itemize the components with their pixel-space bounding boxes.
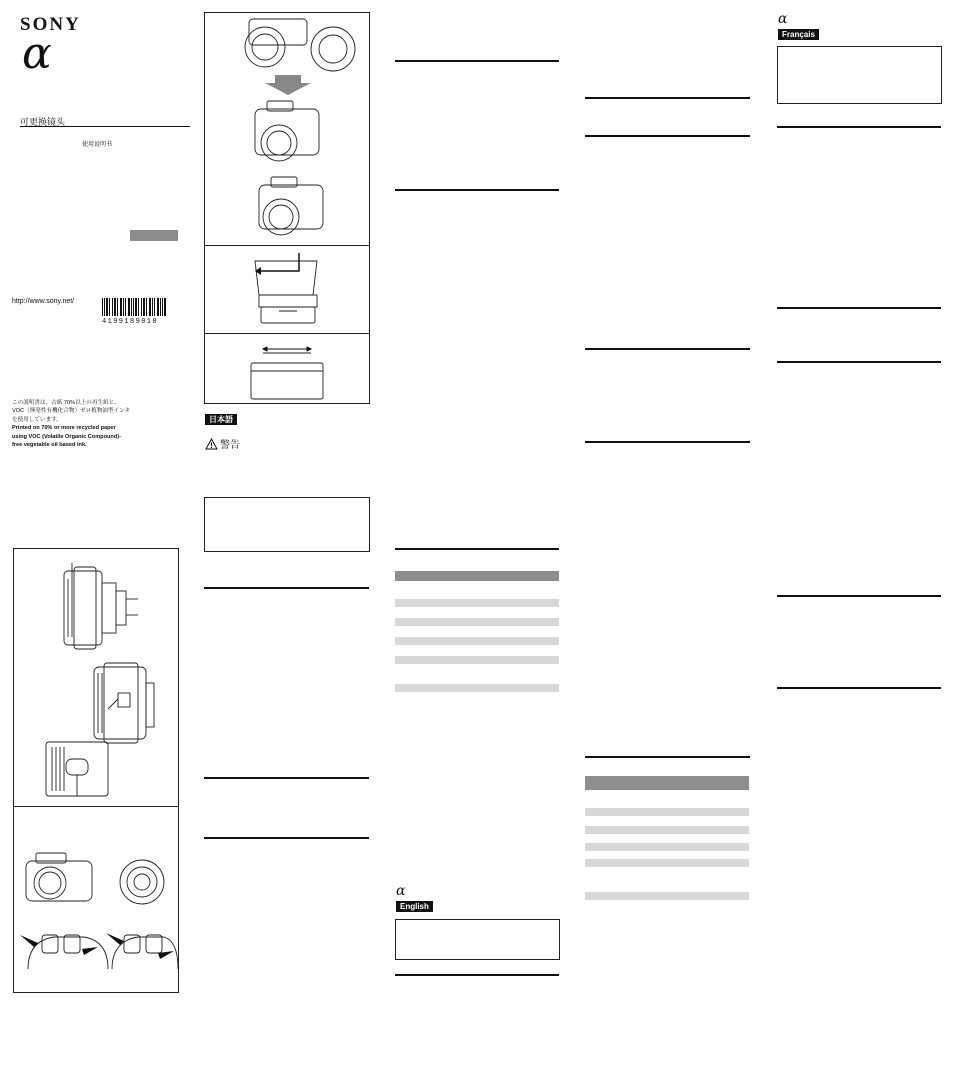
- alpha-logo: α: [22, 28, 52, 79]
- spec-table-header: [585, 776, 749, 790]
- model-tab: [130, 230, 178, 241]
- spec-table-row: [585, 859, 749, 867]
- product-title: 可更换镜头: [20, 117, 66, 127]
- sony-logo: SONY: [20, 14, 81, 35]
- section-rule: [777, 361, 941, 363]
- notice-box-english: [395, 919, 560, 960]
- notice-box-japanese: [204, 497, 370, 552]
- spec-table-row: [585, 843, 749, 851]
- language-badge-japanese: 日本語: [205, 414, 237, 425]
- section-rule: [395, 60, 559, 62]
- spec-table-row: [395, 656, 559, 664]
- spec-table-row: [585, 892, 749, 900]
- section-rule: [395, 189, 559, 191]
- section-rule: [777, 595, 941, 597]
- spec-table-row: [395, 599, 559, 607]
- section-rule: [585, 441, 750, 443]
- language-badge-french: Français: [778, 29, 819, 40]
- bent-arrow-icon: [261, 253, 299, 271]
- section-rule: [395, 548, 559, 550]
- section-rule: [777, 126, 941, 128]
- alpha-logo-english: α: [396, 883, 406, 899]
- figure-divider: [14, 806, 178, 807]
- warning-heading: 警告: [205, 436, 240, 451]
- figure-divider: [205, 245, 369, 246]
- lens-parts-illustration: [14, 549, 178, 992]
- recycle-notice: この説明書は、古紙 70%以上の再生紙と、 VOC（揮発性有機化合物）ゼロ植物油型インキ を使用しています。 Printed on 70% or more recycled paper using VOC (Volatile Organic Compound)- free vegetable oil based ink.: [12, 400, 131, 449]
- barcode-image: [102, 298, 166, 316]
- section-rule: [204, 587, 369, 589]
- spec-table-row: [585, 808, 749, 816]
- spec-table-row: [585, 826, 749, 834]
- spec-table-row: [395, 618, 559, 626]
- mounting-illustration: [205, 13, 369, 403]
- language-badge-english: English: [396, 901, 433, 912]
- figure-divider: [205, 333, 369, 334]
- manual-label: 使用说明书: [82, 142, 113, 148]
- lens-parts-figure: [13, 548, 179, 993]
- section-rule: [395, 974, 559, 976]
- section-rule: [585, 756, 750, 758]
- alpha-logo-french: α: [778, 11, 788, 27]
- down-arrow-icon: [265, 75, 311, 95]
- section-rule: [777, 687, 941, 689]
- section-rule: [585, 97, 750, 99]
- section-rule: [585, 135, 750, 137]
- warning-triangle-icon: [205, 438, 218, 450]
- website-link[interactable]: http://www.sony.net/: [12, 298, 75, 305]
- section-rule: [585, 348, 750, 350]
- notice-box-french: [777, 46, 942, 104]
- title-rule: [20, 126, 190, 127]
- section-rule: [204, 777, 369, 779]
- section-rule: [777, 307, 941, 309]
- barcode-number: 4199189010: [102, 318, 159, 326]
- mounting-figure: [204, 12, 370, 404]
- spec-table-row: [395, 637, 559, 645]
- spec-table-row: [395, 684, 559, 692]
- section-rule: [204, 837, 369, 839]
- spec-table-header: [395, 571, 559, 581]
